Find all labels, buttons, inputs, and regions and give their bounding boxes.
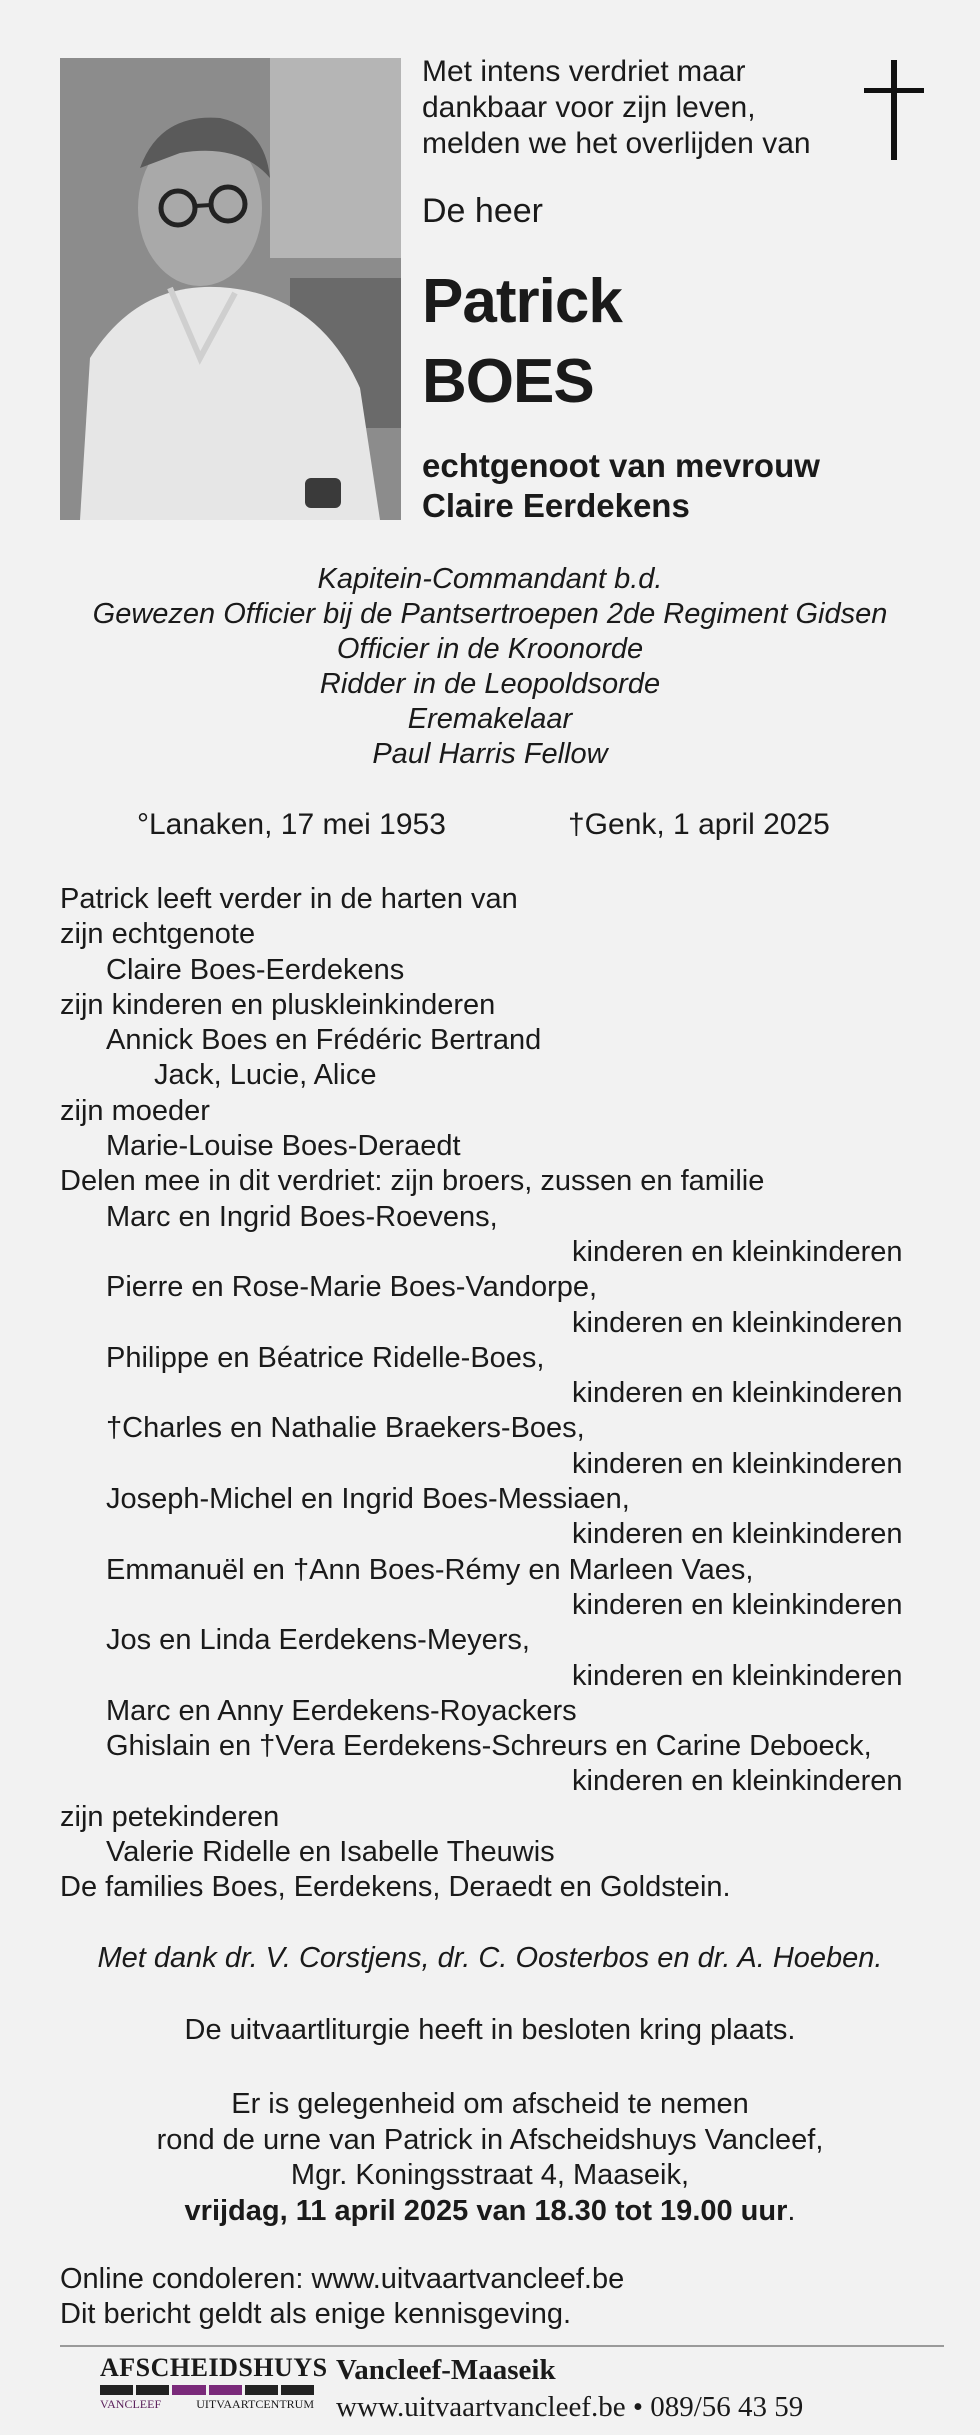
family-line: zijn kinderen en pluskleinkinderen xyxy=(60,988,496,1021)
title-line: Eremakelaar xyxy=(407,703,573,735)
family-line: zijn moeder xyxy=(60,1094,210,1127)
last-name: BOES xyxy=(422,347,594,416)
family-line: Marc en Ingrid Boes-Roevens, xyxy=(106,1200,498,1233)
thanks-text: Met dank dr. V. Corstjens, dr. C. Oosterbos en dr. A. Hoeben. xyxy=(97,1942,883,1974)
deceased-name xyxy=(422,262,622,422)
title-line: Officier in de Kroonorde xyxy=(336,633,644,665)
portrait-photo xyxy=(60,58,401,520)
family-line: Philippe en Béatrice Ridelle-Boes, xyxy=(106,1341,545,1374)
logo-subtitle xyxy=(100,2397,314,2412)
family-line: Patrick leeft verder in de harten van xyxy=(60,883,518,915)
birth-date: °Lanaken, 17 mei 1953 xyxy=(137,808,446,841)
family-line: kinderen en kleinkinderen xyxy=(572,1447,903,1480)
logo-title: AFSCHEIDSHUYS xyxy=(100,2353,328,2382)
family-line: Annick Boes en Frédéric Bertrand xyxy=(106,1024,542,1057)
farewell-line: Er is gelegenheid om afscheid te nemen xyxy=(231,2088,749,2120)
family-line: kinderen en kleinkinderen xyxy=(572,1588,903,1621)
family-list xyxy=(60,882,940,1906)
footer-divider xyxy=(60,2345,944,2347)
family-line: kinderen en kleinkinderen xyxy=(572,1518,903,1551)
title-line: Gewezen Officier bij de Pantsertroepen 2de Regiment Gidsen xyxy=(92,598,888,630)
family-line: kinderen en kleinkinderen xyxy=(572,1377,903,1410)
family-line: Pierre en Rose-Marie Boes-Vandorpe, xyxy=(106,1271,598,1304)
title-line: Paul Harris Fellow xyxy=(372,738,608,770)
farewell-time-line xyxy=(0,2194,980,2230)
honorific: De heer xyxy=(422,192,543,230)
family-line: Joseph-Michel en Ingrid Boes-Messiaen, xyxy=(106,1483,630,1516)
title-line: Ridder in de Leopoldsorde xyxy=(319,668,661,700)
online-condolence-line: Online condoleren: www.uitvaartvancleef.be xyxy=(60,2263,625,2295)
portrait-illustration xyxy=(60,58,401,520)
family-line: zijn echtgenote xyxy=(60,918,256,951)
spouse-line: Claire Eerdekens xyxy=(422,487,690,524)
intro-text xyxy=(422,54,842,162)
family-line: Delen mee in dit verdriet: zijn broers, zussen en familie xyxy=(60,1165,765,1198)
family-line: Jack, Lucie, Alice xyxy=(154,1059,377,1092)
logo-sub-right: UITVAARTCENTRUM xyxy=(196,2397,314,2411)
family-line: Emmanuël en †Ann Boes-Rémy en Marleen Vaes, xyxy=(106,1553,754,1586)
family-line: Valerie Ridelle en Isabelle Theuwis xyxy=(106,1836,555,1869)
farewell-time: vrijdag, 11 april 2025 van 18.30 tot 19.00 uur xyxy=(184,2194,788,2227)
family-line: †Charles en Nathalie Braekers-Boes, xyxy=(106,1412,585,1445)
family-line: Marc en Anny Eerdekens-Royackers xyxy=(106,1694,577,1727)
logo-sub-left: VANCLEEF xyxy=(100,2397,162,2411)
logo-bar xyxy=(100,2385,314,2395)
family-line: Jos en Linda Eerdekens-Meyers, xyxy=(106,1624,530,1657)
funeral-home-logo xyxy=(100,2353,328,2412)
funeral-home-name: Vancleef-Maaseik xyxy=(336,2354,556,2386)
family-line: Marie-Louise Boes-Deraedt xyxy=(106,1130,461,1163)
family-line: zijn petekinderen xyxy=(60,1800,280,1833)
intro-line: dankbaar voor zijn leven, xyxy=(422,91,756,124)
spouse-info xyxy=(422,446,820,526)
funeral-home-contact: www.uitvaartvancleef.be • 089/56 43 59 xyxy=(336,2391,804,2423)
farewell-line: rond de urne van Patrick in Afscheidshuys Vancleef, xyxy=(156,2123,824,2156)
farewell-line: Mgr. Koningsstraat 4, Maaseik, xyxy=(290,2159,690,2191)
family-line: Claire Boes-Eerdekens xyxy=(106,953,405,986)
first-name: Patrick xyxy=(422,267,622,336)
family-line: kinderen en kleinkinderen xyxy=(572,1235,903,1268)
family-line: kinderen en kleinkinderen xyxy=(572,1765,903,1798)
family-line: De families Boes, Eerdekens, Deraedt en Goldstein. xyxy=(60,1871,731,1904)
liturgy-text: De uitvaartliturgie heeft in besloten kring plaats. xyxy=(184,2014,796,2046)
farewell-period: . xyxy=(787,2194,796,2227)
family-line: kinderen en kleinkinderen xyxy=(572,1659,903,1692)
family-line: Ghislain en †Vera Eerdekens-Schreurs en Carine Deboeck, xyxy=(106,1730,872,1763)
titles-list xyxy=(0,562,980,772)
death-date: †Genk, 1 april 2025 xyxy=(568,808,830,841)
title-line: Kapitein-Commandant b.d. xyxy=(317,563,663,595)
family-line: kinderen en kleinkinderen xyxy=(572,1306,903,1339)
intro-line: Met intens verdriet maar xyxy=(422,55,746,88)
cross-icon xyxy=(864,60,924,160)
notice-line: Dit bericht geldt als enige kennisgeving. xyxy=(60,2298,572,2330)
intro-line: melden we het overlijden van xyxy=(422,127,811,160)
farewell-info xyxy=(0,2087,980,2229)
spouse-line: echtgenoot van mevrouw xyxy=(422,447,820,484)
online-info xyxy=(60,2262,624,2332)
